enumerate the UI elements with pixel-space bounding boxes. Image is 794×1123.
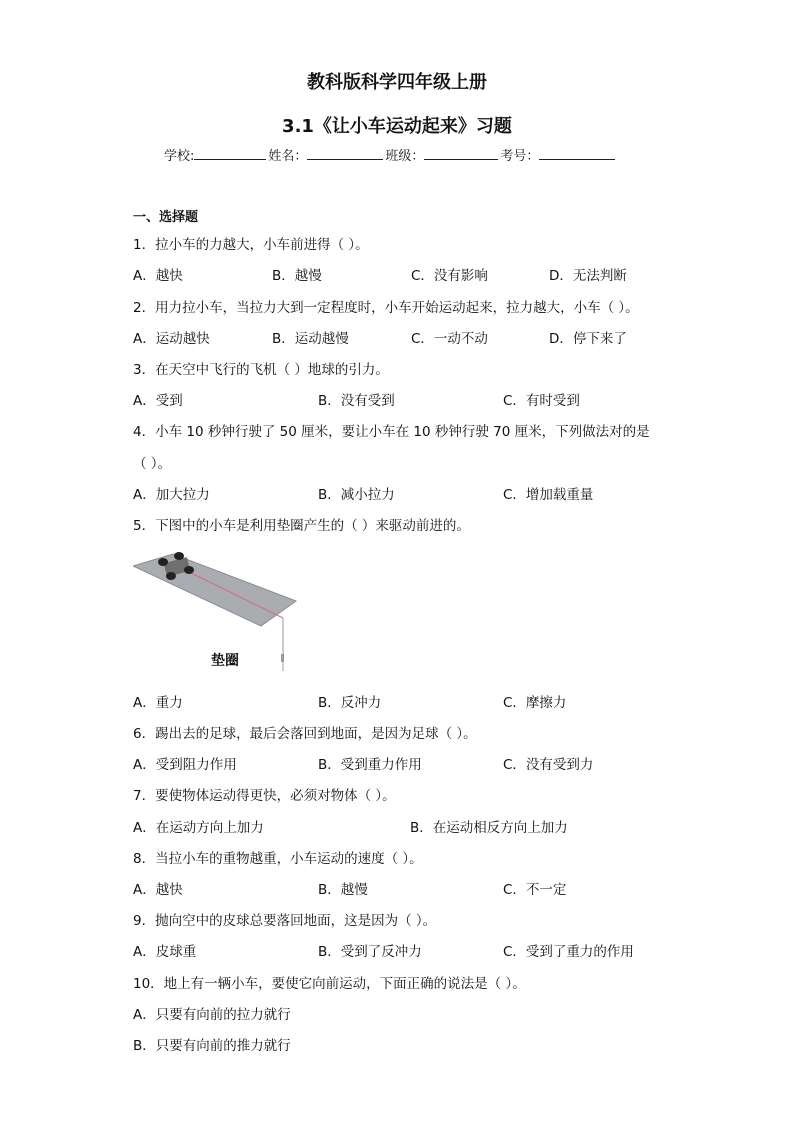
question-6-stem: 6．踢出去的足球，最后会落回到地面，是因为足球（ ）。 — [133, 726, 477, 742]
question-5-option-b[interactable]: B．反冲力 — [318, 695, 382, 711]
question-6-option-c[interactable]: C．没有受到力 — [503, 757, 594, 773]
exam-no-blank[interactable] — [539, 145, 615, 160]
school-label: 学校: — [164, 149, 195, 164]
question-2-option-b[interactable]: B．运动越慢 — [272, 331, 349, 347]
question-8-option-b[interactable]: B．越慢 — [318, 882, 368, 898]
student-info-line — [164, 145, 617, 164]
question-4-stem-continued: （ ）。 — [133, 456, 172, 472]
page-subtitle: 3.1《让小车运动起来》习题 — [282, 116, 512, 137]
school-blank[interactable] — [194, 145, 266, 160]
question-8-option-a[interactable]: A．越快 — [133, 882, 183, 898]
question-3-option-b[interactable]: B．没有受到 — [318, 393, 395, 409]
question-4-option-b[interactable]: B．减小拉力 — [318, 487, 395, 503]
question-4-option-a[interactable]: A．加大拉力 — [133, 487, 210, 503]
question-9-option-a[interactable]: A．皮球重 — [133, 944, 197, 960]
question-10-option-a[interactable]: A．只要有向前的拉力就行 — [133, 1007, 291, 1023]
question-1-option-d[interactable]: D．无法判断 — [549, 268, 627, 284]
washer-car-figure — [133, 546, 298, 678]
question-5-stem: 5．下图中的小车是利用垫圈产生的（ ）来驱动前进的。 — [133, 518, 470, 534]
question-4-option-c[interactable]: C．增加载重量 — [503, 487, 594, 503]
question-5-option-c[interactable]: C．摩擦力 — [503, 695, 567, 711]
question-5-option-a[interactable]: A．重力 — [133, 695, 183, 711]
class-blank[interactable] — [424, 145, 498, 160]
question-7-option-a[interactable]: A．在运动方向上加力 — [133, 820, 264, 836]
question-9-stem: 9．抛向空中的皮球总要落回地面，这是因为（ ）。 — [133, 913, 437, 929]
question-10-stem: 10．地上有一辆小车，要使它向前运动，下面正确的说法是（ ）。 — [133, 976, 526, 992]
question-1-stem: 1．拉小车的力越大，小车前进得（ ）。 — [133, 237, 369, 253]
question-9-option-b[interactable]: B．受到了反冲力 — [318, 944, 422, 960]
question-2-option-c[interactable]: C．一动不动 — [411, 331, 488, 347]
question-1-option-c[interactable]: C．没有影响 — [411, 268, 488, 284]
question-1-option-b[interactable]: B．越慢 — [272, 268, 322, 284]
name-label: 姓名： — [268, 149, 308, 164]
name-blank[interactable] — [307, 145, 383, 160]
question-2-option-d[interactable]: D．停下来了 — [549, 331, 627, 347]
page-title: 教科版科学四年级上册 — [307, 72, 487, 93]
question-9-option-c[interactable]: C．受到了重力的作用 — [503, 944, 634, 960]
question-6-option-b[interactable]: B．受到重力作用 — [318, 757, 422, 773]
question-6-option-a[interactable]: A．受到阻力作用 — [133, 757, 237, 773]
question-3-option-a[interactable]: A．受到 — [133, 393, 183, 409]
question-2-option-a[interactable]: A．运动越快 — [133, 331, 210, 347]
question-3-option-c[interactable]: C．有时受到 — [503, 393, 580, 409]
question-7-option-b[interactable]: B．在运动相反方向上加力 — [410, 820, 568, 836]
class-label: 班级： — [385, 149, 425, 164]
question-10-option-b[interactable]: B．只要有向前的推力就行 — [133, 1038, 291, 1054]
exam-no-label: 考号： — [500, 149, 540, 164]
question-8-option-c[interactable]: C．不一定 — [503, 882, 567, 898]
question-2-stem: 2．用力拉小车，当拉力大到一定程度时，小车开始运动起来，拉力越大，小车（ ）。 — [133, 300, 639, 316]
question-3-stem: 3．在天空中飞行的飞机（ ）地球的引力。 — [133, 362, 389, 378]
question-1-option-a[interactable]: A．越快 — [133, 268, 183, 284]
washer-label: 垫圈 — [211, 653, 239, 669]
question-8-stem: 8．当拉小车的重物越重，小车运动的速度（ ）。 — [133, 851, 423, 867]
question-4-stem: 4．小车 10 秒钟行驶了 50 厘米，要让小车在 10 秒钟行驶 70 厘米，下列做法对的是 — [133, 424, 650, 440]
section-heading: 一、选择题 — [133, 210, 199, 225]
question-7-stem: 7．要使物体运动得更快，必须对物体（ ）。 — [133, 788, 396, 804]
